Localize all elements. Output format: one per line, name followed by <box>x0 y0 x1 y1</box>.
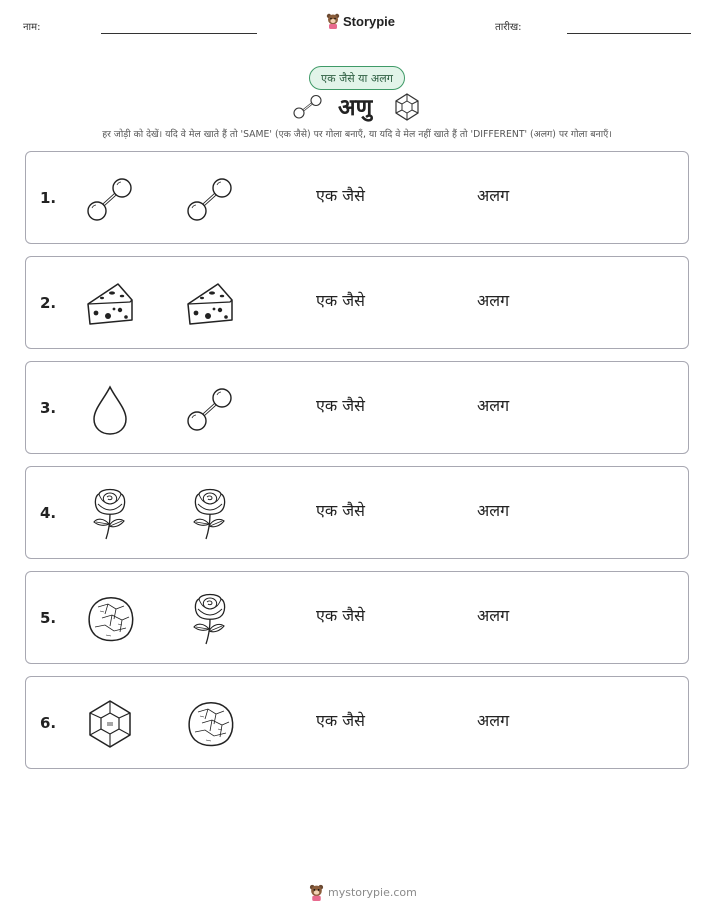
crystal-icon <box>82 696 138 752</box>
exercise-row <box>25 676 689 769</box>
row-number: 3. <box>40 399 57 417</box>
rose-icon <box>182 591 238 647</box>
name-field[interactable] <box>101 33 257 34</box>
same-option[interactable]: एक जैसे <box>316 606 365 625</box>
crystal-icon <box>393 92 421 122</box>
rose-icon <box>82 486 138 542</box>
cheese-icon <box>82 276 138 332</box>
different-option[interactable]: अलग <box>477 606 510 625</box>
molecule-icon <box>82 171 138 227</box>
bear-mascot-icon <box>309 884 324 901</box>
cheese-icon <box>182 276 238 332</box>
different-option[interactable]: अलग <box>477 396 510 415</box>
same-option[interactable]: एक जैसे <box>316 186 365 205</box>
instructions: हर जोड़ी को देखें। यदि वे मेल खाते हैं तो 'SAME' (एक जैसे) पर गोला बनाएँ, या यदि वे मेल नहीं खाते हैं तो 'DIFFERENT' (अलग) पर गोला बनाएँ। <box>102 129 612 140</box>
exercise-row <box>25 571 689 664</box>
page-title: अणु <box>338 95 373 121</box>
molecule-icon <box>292 94 324 120</box>
name-label: नाम: <box>23 22 41 33</box>
same-option[interactable]: एक जैसे <box>316 501 365 520</box>
exercise-row <box>25 361 689 454</box>
row-number: 1. <box>40 189 57 207</box>
molecule-icon <box>182 381 238 437</box>
footer <box>309 884 417 901</box>
category-tag: एक जैसे या अलग <box>309 66 405 90</box>
different-option[interactable]: अलग <box>477 501 510 520</box>
water-drop-icon <box>82 381 138 437</box>
rock-icon <box>82 591 138 647</box>
row-number: 2. <box>40 294 57 312</box>
brand-logo <box>326 13 395 29</box>
date-field[interactable] <box>567 33 691 34</box>
footer-url: mystorypie.com <box>328 886 417 899</box>
same-option[interactable]: एक जैसे <box>316 711 365 730</box>
different-option[interactable]: अलग <box>477 711 510 730</box>
rock-icon <box>182 696 238 752</box>
row-number: 4. <box>40 504 57 522</box>
rose-icon <box>182 486 238 542</box>
brand-name: Storypie <box>343 13 396 29</box>
row-number: 6. <box>40 714 57 732</box>
molecule-icon <box>182 171 238 227</box>
same-option[interactable]: एक जैसे <box>316 396 365 415</box>
date-label: तारीख: <box>495 22 522 33</box>
different-option[interactable]: अलग <box>477 291 510 310</box>
exercise-row <box>25 466 689 559</box>
bear-mascot-icon <box>326 13 340 29</box>
different-option[interactable]: अलग <box>477 186 510 205</box>
same-option[interactable]: एक जैसे <box>316 291 365 310</box>
row-number: 5. <box>40 609 57 627</box>
exercise-row <box>25 151 689 244</box>
exercise-row <box>25 256 689 349</box>
